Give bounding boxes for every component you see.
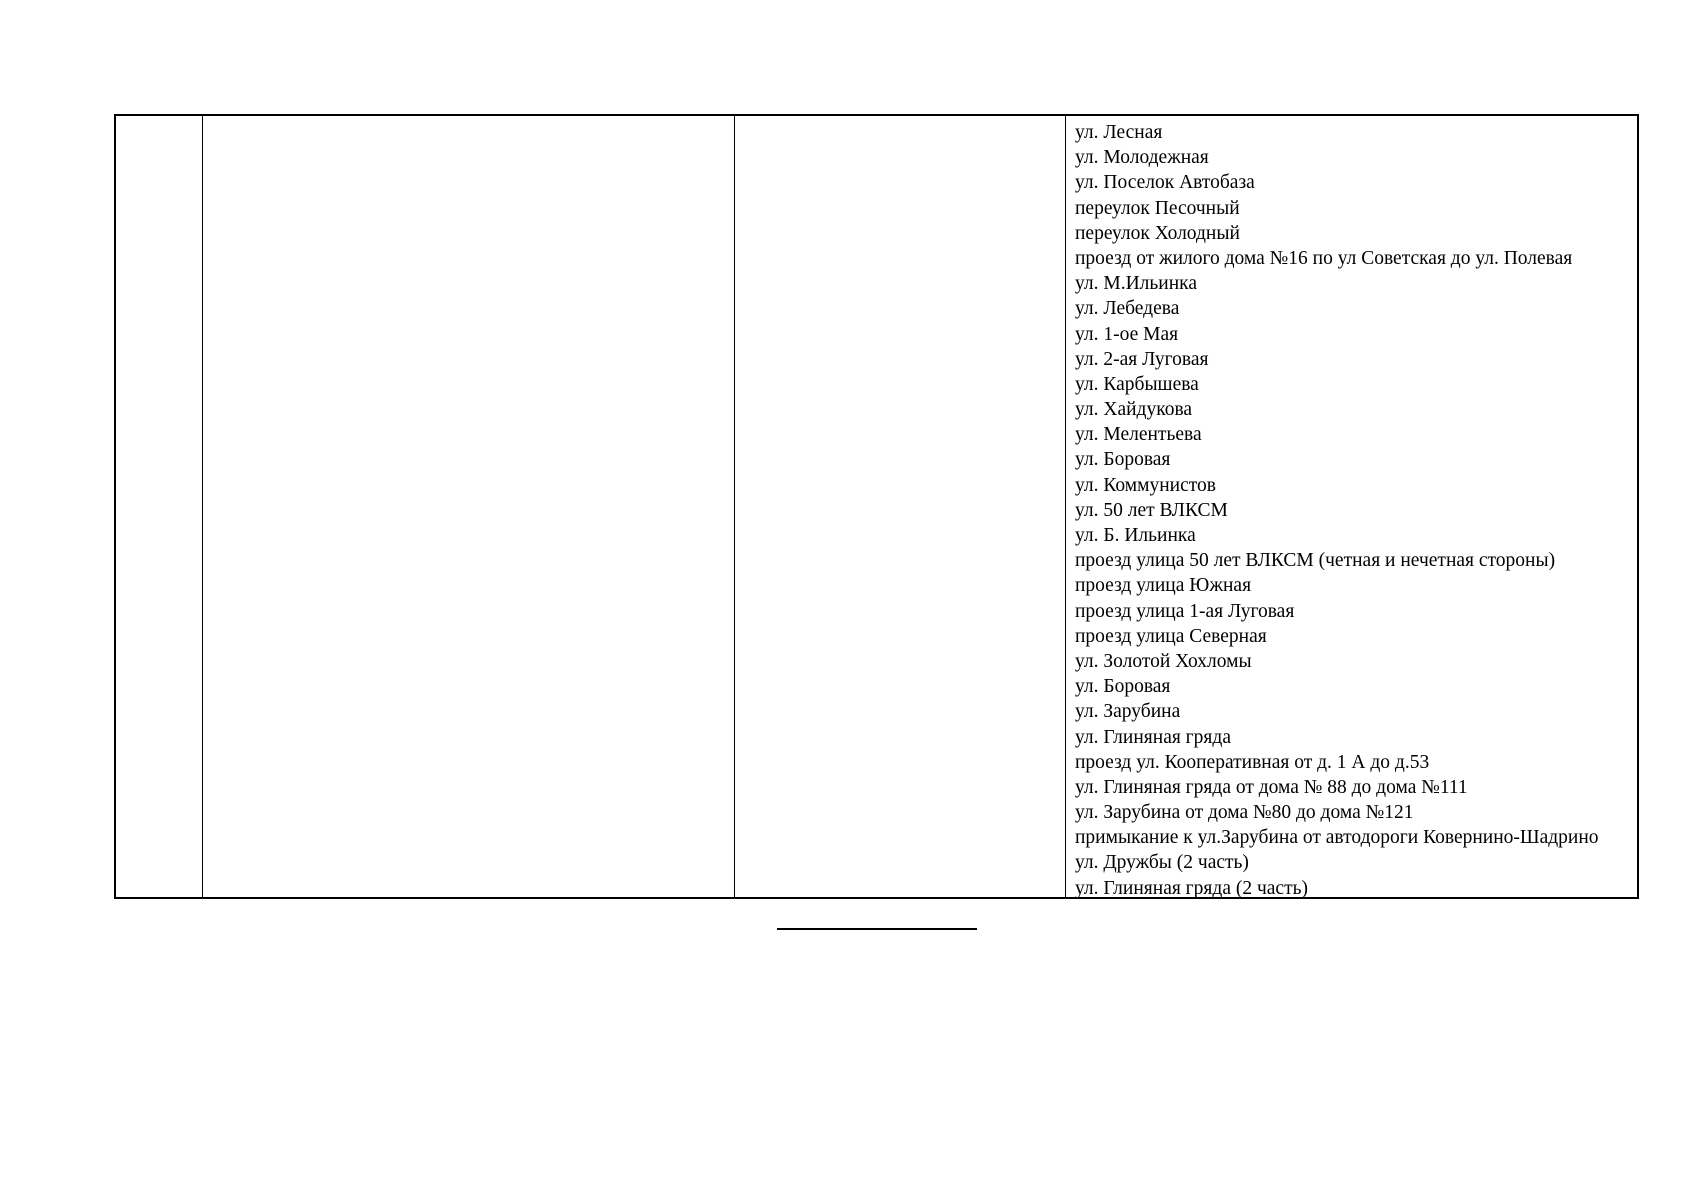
street-list-item: ул. Глиняная гряда (2 часть): [1075, 877, 1309, 899]
street-list: [1066, 116, 1637, 901]
street-list-item: ул. Зарубина: [1075, 701, 1181, 723]
street-list-item: ул. Коммунистов: [1075, 474, 1216, 496]
street-list-item: ул. Мелентьева: [1075, 424, 1202, 446]
street-list-item: ул. Золотой Хохломы: [1075, 650, 1252, 672]
street-list-item: ул. Лесная: [1075, 122, 1163, 143]
street-list-item: ул. Поселок Автобаза: [1075, 172, 1255, 194]
street-list-item: переулок Холодный: [1075, 222, 1240, 244]
street-list-item: ул. Глиняная гряда от дома № 88 до дома №111: [1075, 776, 1468, 798]
street-list-item: проезд улица 50 лет ВЛКСМ (четная и нечетная стороны): [1075, 550, 1556, 572]
street-list-item: ул. Глиняная гряда: [1075, 726, 1231, 748]
street-list-item: ул. 50 лет ВЛКСМ: [1075, 499, 1228, 521]
street-list-item: ул. 1-ое Мая: [1075, 323, 1179, 345]
street-list-item: ул. Дружбы (2 часть): [1075, 852, 1249, 874]
table-cell-name: [203, 116, 735, 897]
street-list-item: проезд улица Северная: [1075, 625, 1267, 647]
roads-table: [114, 114, 1639, 899]
street-list-item: проезд от жилого дома №16 по ул Советская до ул. Полевая: [1075, 247, 1573, 269]
street-list-item: проезд улица 1-ая Луговая: [1075, 600, 1295, 622]
street-list-item: переулок Песочный: [1075, 197, 1240, 219]
street-list-item: ул. Зарубина от дома №80 до дома №121: [1075, 802, 1414, 824]
street-list-item: ул. Молодежная: [1075, 147, 1209, 169]
end-of-document-rule: [777, 928, 977, 930]
street-list-item: ул. Б. Ильинка: [1075, 525, 1196, 546]
street-list-item: ул. Боровая: [1075, 449, 1171, 471]
table-cell-info: [735, 116, 1066, 897]
street-list-item: ул. Хайдукова: [1075, 399, 1193, 421]
street-list-item: проезд улица Южная: [1075, 575, 1252, 597]
street-list-item: ул. Боровая: [1075, 676, 1171, 698]
street-list-item: примыкание к ул.Зарубина от автодороги Ковернино-Шадрино: [1075, 827, 1599, 849]
street-list-item: ул. Лебедева: [1075, 298, 1180, 320]
table-cell-number: [116, 116, 203, 897]
street-list-item: ул. М.Ильинка: [1075, 273, 1197, 295]
street-list-item: ул. Карбышева: [1075, 373, 1199, 395]
street-list-item: проезд ул. Кооперативная от д. 1 А до д.53: [1075, 751, 1430, 773]
table-cell-streets: [1066, 116, 1637, 897]
street-list-item: ул. 2-ая Луговая: [1075, 348, 1209, 370]
